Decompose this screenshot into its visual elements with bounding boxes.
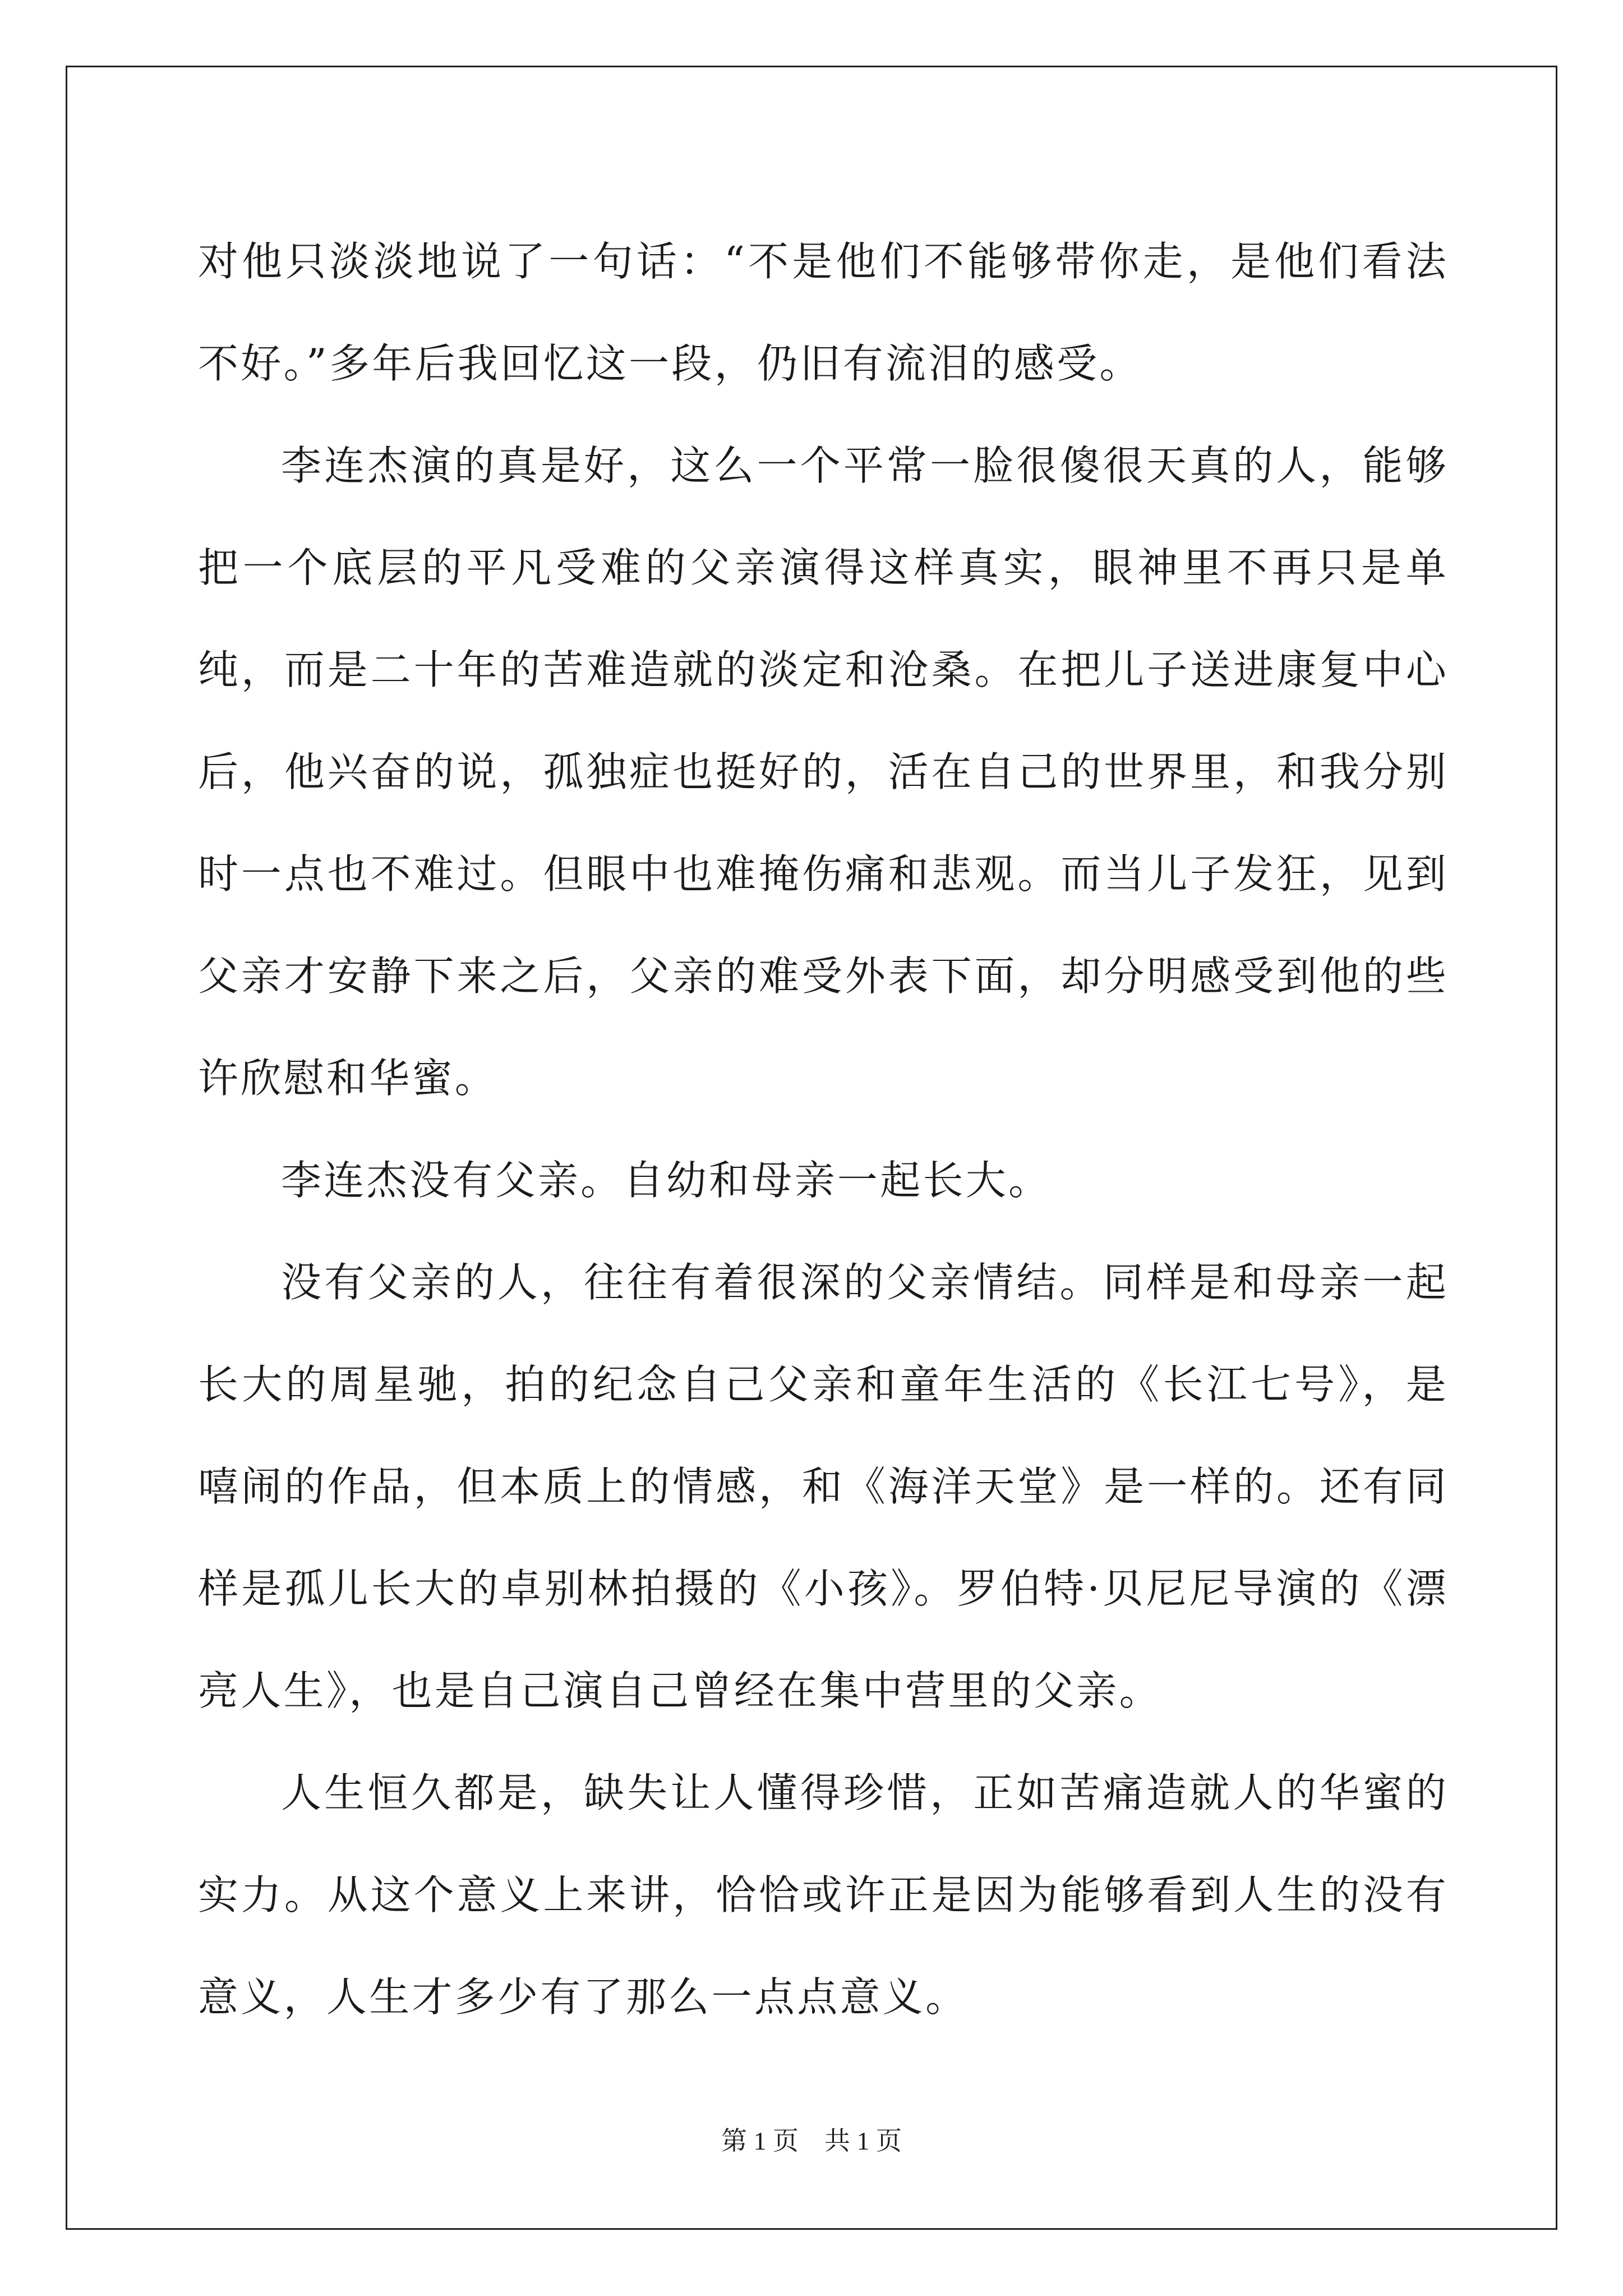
paragraph: 对他只淡淡地说了一句话：“不是他们不能够带你走，是他们看法不好。”多年后我回忆这一段，仍旧有流泪的感受。	[198, 238, 1449, 387]
page-number: 第 1 页	[721, 2127, 799, 2155]
paragraph: 人生恒久都是，缺失让人懂得珍惜，正如苦痛造就人的华蜜的实力。从这个意义上来讲，恰恰或许正是因为能够看到人生的没有意义，人生才多少有了那么一点点意义。	[198, 1769, 1449, 2021]
page-total: 共 1 页	[824, 2127, 902, 2155]
paragraph: 没有父亲的人，往往有着很深的父亲情结。同样是和母亲一起长大的周星驰，拍的纪念自己父亲和童年生活的《长江七号》，是嘻闹的作品，但本质上的情感，和《海洋天堂》是一样的。还有同样是孤儿长大的卓别林拍摄的《小孩》。罗伯特·贝尼尼导演的《漂亮人生》，也是自己演自己曾经在集中营里的父亲。	[198, 1259, 1449, 1714]
paragraph: 李连杰没有父亲。自幼和母亲一起长大。	[281, 1157, 1052, 1204]
document-body	[198, 210, 1449, 2048]
page-footer	[0, 2120, 1623, 2157]
paragraph: 李连杰演的真是好，这么一个平常一脸很傻很天真的人，能够把一个底层的平凡受难的父亲演得这样真实，眼神里不再只是单纯，而是二十年的苦难造就的淡定和沧桑。在把儿子送进康复中心后，他兴奋的说，孤独症也挺好的，活在自己的世界里，和我分别时一点也不难过。但眼中也难掩伤痛和悲观。而当儿子发狂，见到父亲才安静下来之后，父亲的难受外表下面，却分明感受到他的些许欣慰和华蜜。	[198, 442, 1449, 1102]
